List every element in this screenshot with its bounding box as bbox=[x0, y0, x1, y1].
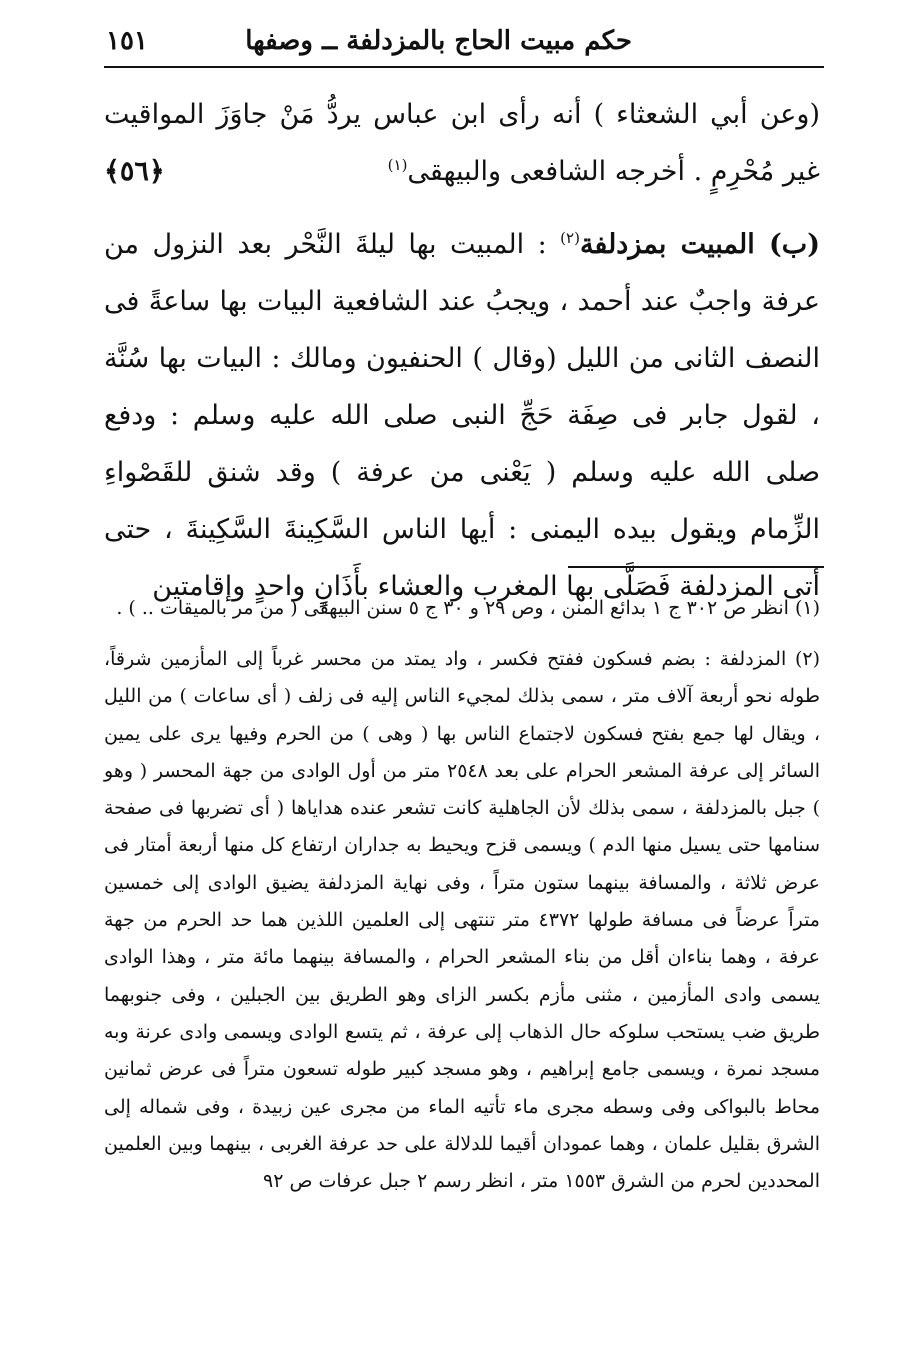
footnotes bbox=[104, 590, 820, 1200]
section-footnote-ref: (٢) bbox=[560, 229, 580, 247]
hadith-number: ﴿٥٦﴾ bbox=[104, 156, 165, 187]
footnote-2: (٢) المزدلفة : بضم فسكون ففتح فكسر ، واد يمتد من محسر غرباً إلى المأزمين شرقاً، طوله نحو أربعة آلاف متر ، سمى بذلك لمجيء الناس إليه فى زلف ( أى ساعات ) من الليل ، ويقال لها جمع بفتح فسكون لاجتماع الناس بها ( وهى ) من الحرم وفيها يرى على يمين السائر إلى عرفة المشعر الحرام على بعد ٢٥٤٨ متر من أول الوادى من جهة المحسر ( وهو ) جبل بالمزدلفة ، سمى بذلك لأن الجاهلية كانت تشعر عنده هداياها ( أى تضربها فى صفحة سنامها حتى يسيل منها الدم ) ويسمى قزح ويحيط به جداران ارتفاع كل منها أربعة أمتار فى عرض ثلاثة ، والمسافة بينهما ستون متراً ، وفى نهاية المزدلفة يضيق الوادى إلى خمسين متراً عرضاً فى مسافة طولها ٤٣٧٢ متر تنتهى إلى العلمين اللذين هما حد الحرم من جهة عرفة ، وهما بناءان أقل من بناء المشعر الحرام ، والمسافة بينهما مائة متر ، وهذا الوادى يسمى وادى المأزمين ، مثنى مأزم بكسر الزاى وهو الطريق بين الجبلين ، وفى جنوبهما طريق ضب يستحب سلوكه حال الذهاب إلى عرفة ، ثم يتسع الوادى ويسمى وادى عرنة وبه مسجد نمرة ، ويسمى جامع إبراهيم ، وهو مسجد كبير طوله تسعون متراً فى عرض ثمانين محاط بالبواكى وفى وسطه مجرى ماء تأتيه الماء من مجرى عين زبيدة ، وفى شماله إلى الشرق بقليل علمان ، وهما عمودان أقيما للدلالة على حد عرفة الغربى ، بينهما وبين العلمين المحددين لحرم من الشرق ١٥٥٣ متر ، انظر رسم ٢ جبل عرفات ص ٩٢ bbox=[104, 648, 820, 1193]
hadith-footnote-ref: (١) bbox=[387, 156, 408, 174]
header-rule bbox=[104, 66, 824, 68]
footnote-rule bbox=[568, 566, 824, 568]
footnote-1: (١) انظر ص ٣٠٢ ج ١ بدائع المنن ، وص ٢٩ و ٣٠ ج ٥ سنن البيهقى ( من مر بالميقات .. ) . bbox=[116, 597, 820, 619]
section-paragraph bbox=[104, 216, 820, 615]
footnote-gap bbox=[104, 627, 820, 641]
page-number: ١٥١ bbox=[106, 26, 148, 56]
hadith-paragraph bbox=[104, 86, 820, 200]
section-text: : المبيت بها ليلةَ النَّحْر بعد النزول من عرفة واجبٌ عند أحمد ، ويجبُ عند الشافعية البيات بها ساعةً فى النصف الثانى من الليل (وقال ) الحنفيون ومالك : البيات بها سُنَّة ، لقول جابر فى صِفَة حَجِّ النبى صلى الله عليه وسلم : ودفع صلى الله عليه وسلم ( يَعْنى من عرفة ) وقد شنق للقَصْواءِ الزِّمام ويقول بيده اليمنى : أيها الناس السَّكِينةَ السَّكِينةَ ، حتى أتى المزدلفة فَصَلَّى بها المغرب والعشاء بأَذَانٍ واحدٍ وإقامتين bbox=[104, 229, 820, 602]
main-text bbox=[104, 86, 820, 615]
hadith-text: (وعن أبي الشعثاء ) أنه رأى ابن عباس يردُّ مَنْ جاوَزَ المواقيت غير مُحْرِمٍ . أخرجه الشافعى والبيهقى bbox=[104, 99, 820, 187]
paragraph-gap bbox=[104, 200, 820, 216]
section-heading: (ب) المبيت بمزدلفة bbox=[579, 229, 820, 260]
page-header bbox=[104, 20, 820, 64]
running-title: حكم مبيت الحاج بالمزدلفة ــ وصفها bbox=[245, 26, 632, 56]
